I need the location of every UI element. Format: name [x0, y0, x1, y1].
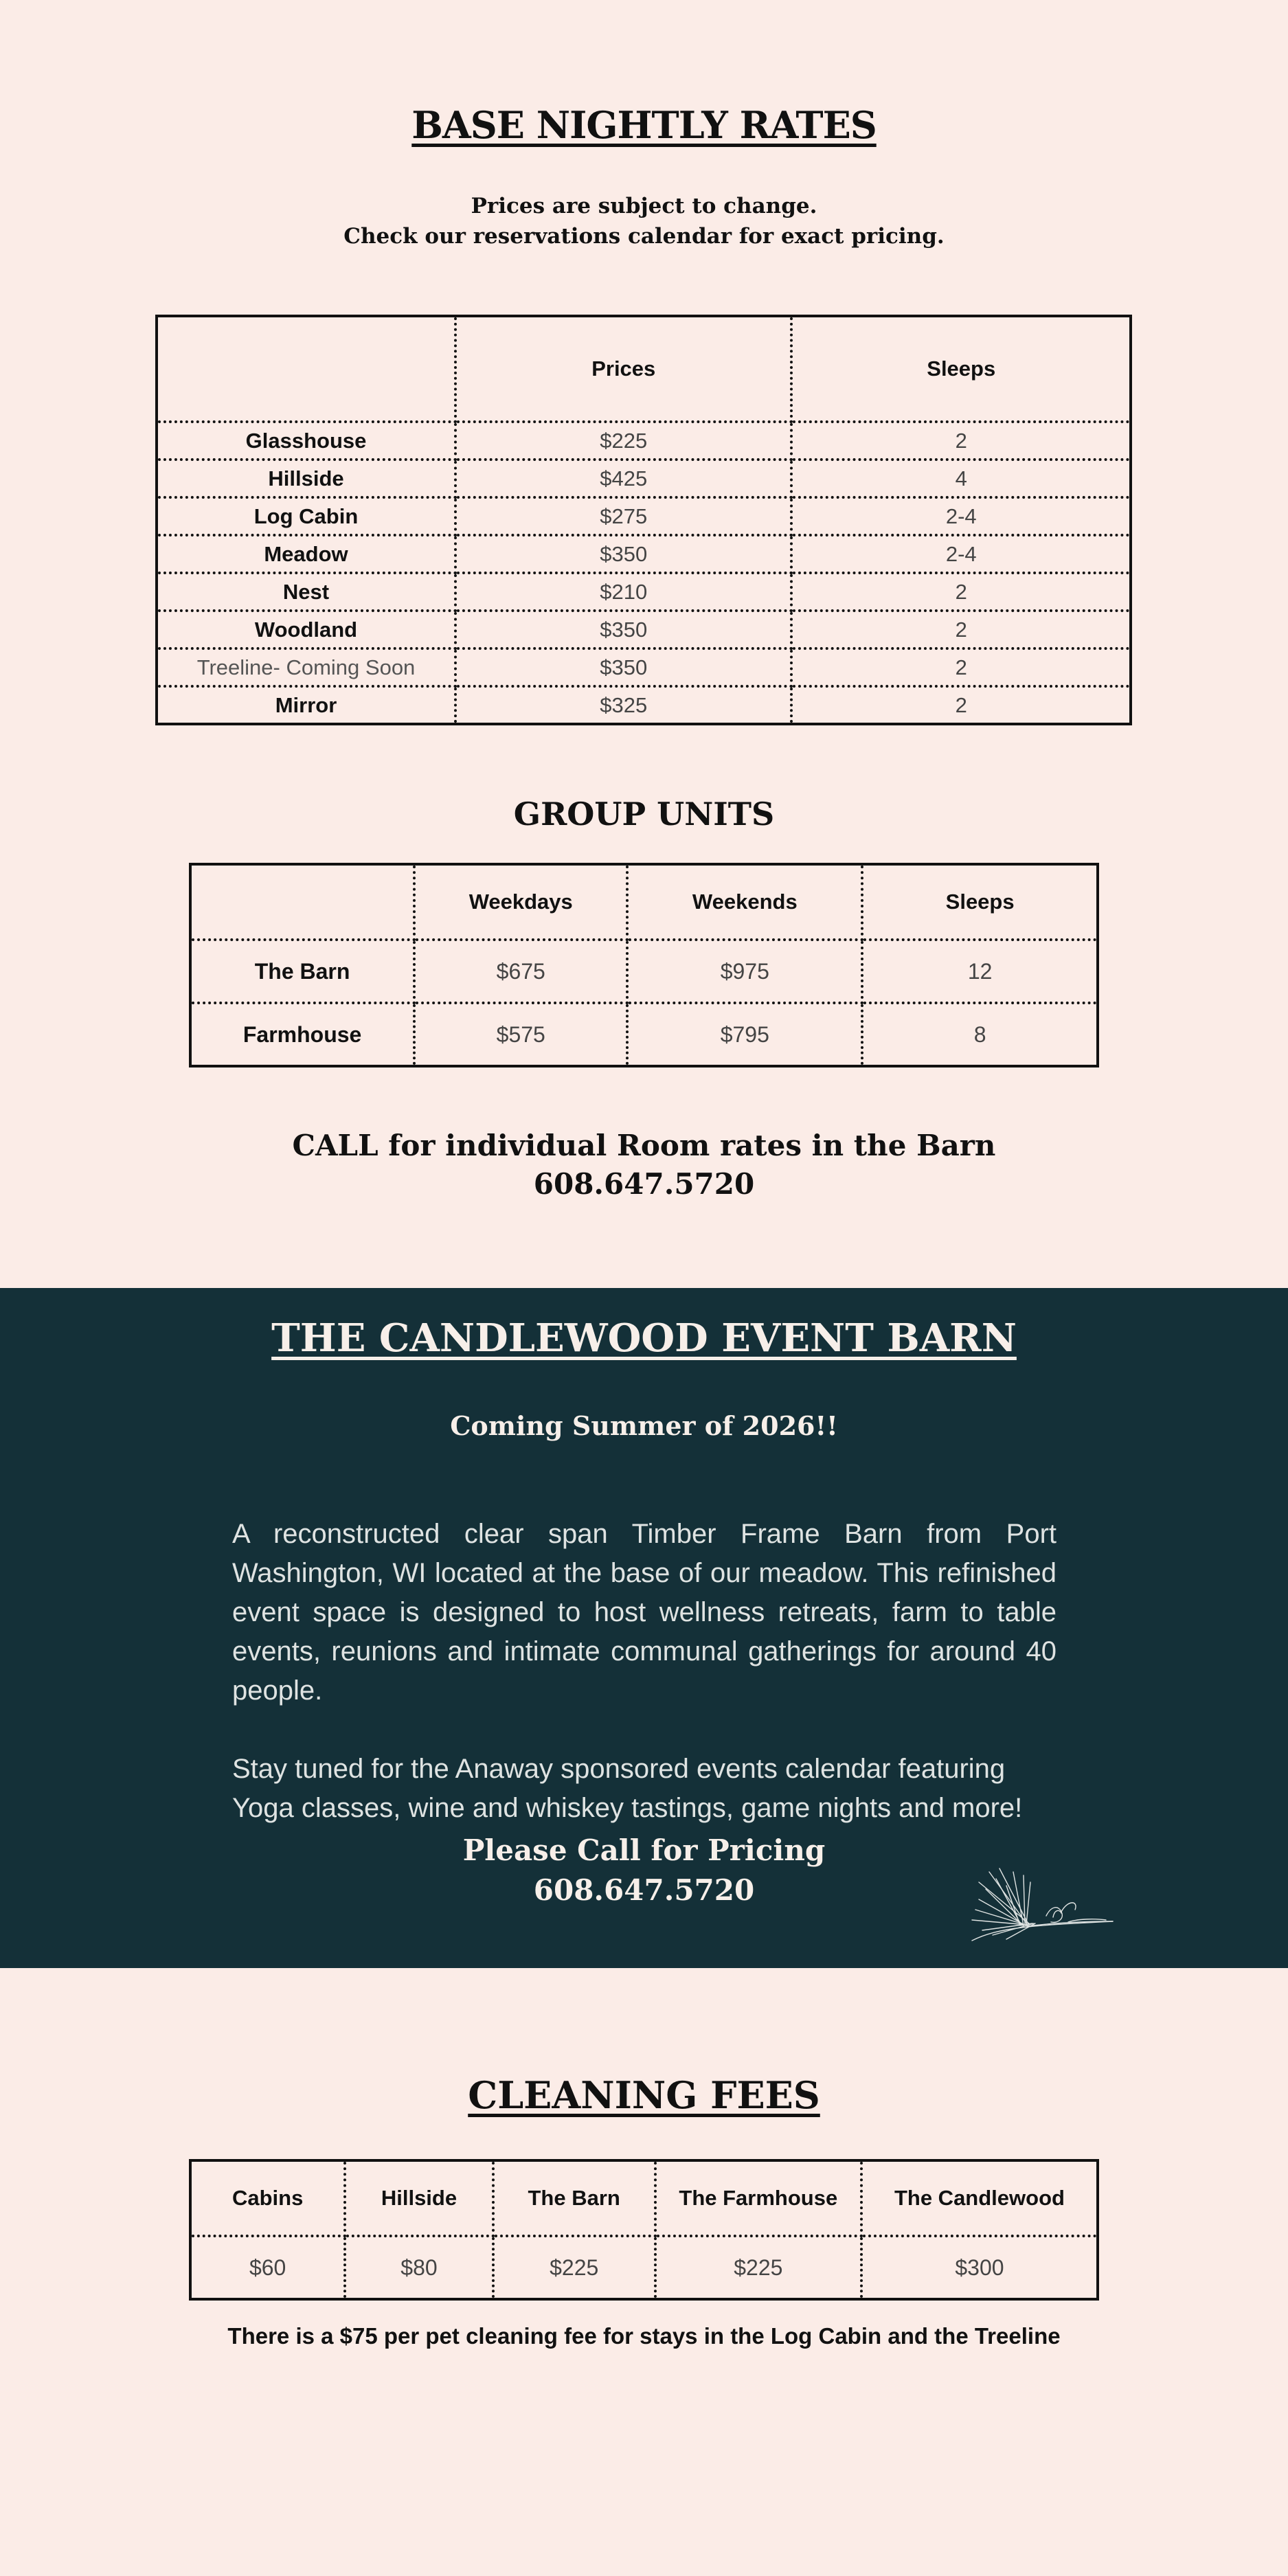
wildflower-sketch-icon [958, 1858, 1116, 1944]
event-barn-section [0, 1288, 1288, 1968]
unit-name: Log Cabin [157, 497, 455, 535]
call-line: Please Call for Pricing [462, 1833, 826, 1867]
weekday-price: $675 [414, 940, 627, 1003]
header-cell: Weekdays [414, 864, 627, 940]
unit-name: Hillside [157, 460, 455, 497]
table-row [190, 2236, 1098, 2299]
unit-price: $225 [455, 422, 791, 460]
header-cell: Weekends [627, 864, 862, 940]
pet-fee-note: There is a $75 per pet cleaning fee for stays in the Log Cabin and the Treeline [227, 2323, 1061, 2349]
weekend-price: $795 [627, 1003, 862, 1066]
unit-name: Meadow [157, 535, 455, 573]
base-rates-table [155, 315, 1132, 725]
unit-sleeps: 12 [862, 940, 1098, 1003]
unit-sleeps: 2-4 [791, 497, 1131, 535]
unit-price: $325 [455, 686, 791, 724]
phone-number[interactable]: 608.647.5720 [533, 1167, 755, 1201]
base-rates-title: BASE NIGHTLY RATES [411, 103, 877, 147]
base-rates-subtitle [0, 191, 1288, 251]
subtitle-line-1: Prices are subject to change. [471, 194, 817, 218]
fee-value: $225 [493, 2236, 655, 2299]
fee-value: $60 [190, 2236, 345, 2299]
header-cell: Sleeps [791, 316, 1131, 422]
header-cell [157, 316, 455, 422]
unit-name: Mirror [157, 686, 455, 724]
unit-sleeps: 2 [791, 422, 1131, 460]
header-cell: Sleeps [862, 864, 1098, 940]
call-for-room-rates [0, 1127, 1288, 1204]
table-row [157, 648, 1131, 686]
table-row [157, 422, 1131, 460]
weekday-price: $575 [414, 1003, 627, 1066]
event-barn-title: THE CANDLEWOOD EVENT BARN [271, 1315, 1017, 1361]
unit-name: Woodland [157, 611, 455, 648]
table-row [157, 611, 1131, 648]
unit-price: $350 [455, 648, 791, 686]
phone-number[interactable]: 608.647.5720 [533, 1873, 755, 1907]
cleaning-fees-title: CLEANING FEES [468, 2073, 820, 2117]
unit-name: Nest [157, 573, 455, 611]
table-row [190, 940, 1098, 1003]
header-cell: Cabins [190, 2160, 345, 2236]
unit-sleeps: 2 [791, 573, 1131, 611]
header-cell: Prices [455, 316, 791, 422]
subtitle-line-2: Check our reservations calendar for exact pricing. [343, 224, 945, 249]
unit-sleeps: 4 [791, 460, 1131, 497]
event-barn-subtitle: Coming Summer of 2026!! [450, 1410, 838, 1441]
weekend-price: $975 [627, 940, 862, 1003]
fee-value: $225 [655, 2236, 861, 2299]
table-row [157, 460, 1131, 497]
table-header-row [157, 316, 1131, 422]
unit-name: Glasshouse [157, 422, 455, 460]
header-cell: The Farmhouse [655, 2160, 861, 2236]
unit-sleeps: 2 [791, 648, 1131, 686]
unit-price: $425 [455, 460, 791, 497]
unit-price: $350 [455, 611, 791, 648]
unit-sleeps: 8 [862, 1003, 1098, 1066]
unit-price: $350 [455, 535, 791, 573]
events-calendar-note: Stay tuned for the Anaway sponsored events calendar featuring Yoga classes, wine and whiskey tastings, game nights and more! [232, 1754, 1023, 1823]
unit-name: Treeline- Coming Soon [157, 648, 455, 686]
table-header-row [190, 2160, 1098, 2236]
call-line: CALL for individual Room rates in the Barn [292, 1129, 996, 1162]
unit-sleeps: 2 [791, 686, 1131, 724]
table-row [157, 535, 1131, 573]
unit-sleeps: 2-4 [791, 535, 1131, 573]
unit-price: $210 [455, 573, 791, 611]
event-description: A reconstructed clear span Timber Frame Barn from Port Washington, WI located at the base of our meadow. This refinished event space is designed to host wellness retreats, farm to table events, reunions and intimate communal gatherings for around 40 people. [232, 1519, 1057, 1706]
cleaning-fees-table [189, 2159, 1099, 2301]
table-row [157, 573, 1131, 611]
table-row [157, 497, 1131, 535]
table-row [190, 1003, 1098, 1066]
header-cell: The Barn [493, 2160, 655, 2236]
unit-name: The Barn [190, 940, 414, 1003]
header-cell: The Candlewood [861, 2160, 1098, 2236]
fee-value: $300 [861, 2236, 1098, 2299]
group-units-table [189, 863, 1099, 1067]
table-row [157, 686, 1131, 724]
group-units-title: GROUP UNITS [513, 795, 775, 833]
unit-name: Farmhouse [190, 1003, 414, 1066]
unit-sleeps: 2 [791, 611, 1131, 648]
table-header-row [190, 864, 1098, 940]
fee-value: $80 [345, 2236, 493, 2299]
header-cell [190, 864, 414, 940]
header-cell: Hillside [345, 2160, 493, 2236]
unit-price: $275 [455, 497, 791, 535]
